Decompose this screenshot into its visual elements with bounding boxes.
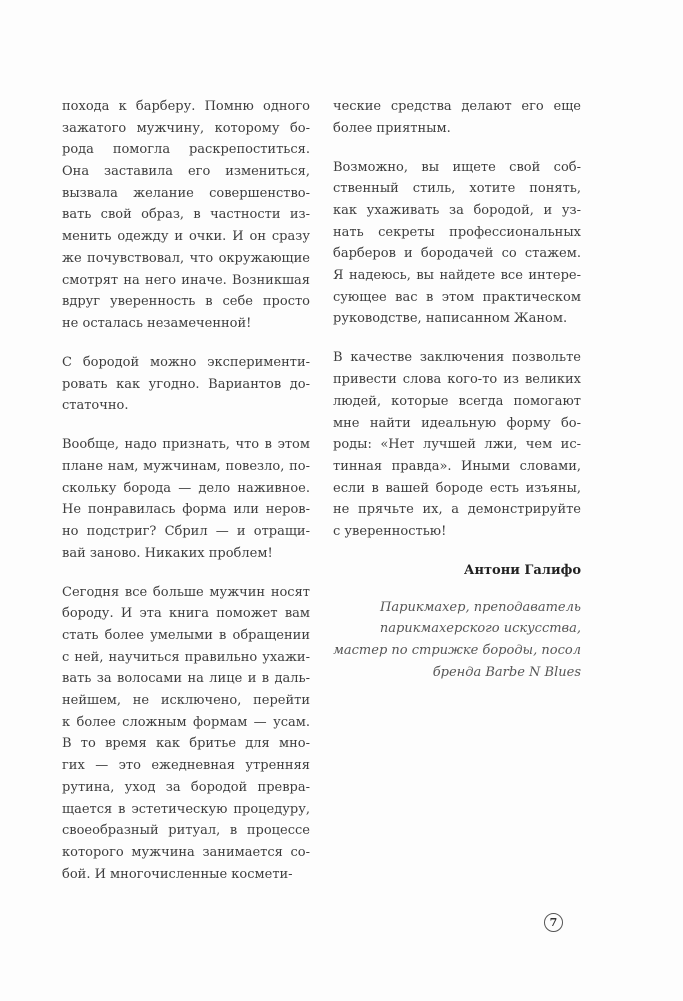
text-line: Сегодня все больше мужчин носят: [62, 584, 310, 600]
text-line: вать свой образ, в частности из-: [62, 207, 310, 223]
text-line: с уверенностью!: [333, 523, 447, 539]
text-line: ственный стиль, хотите понять,: [333, 181, 581, 197]
text-line: вай заново. Никаких проблем!: [62, 545, 273, 561]
author-signature: Антони Галифо: [463, 562, 581, 578]
text-line: Возможно, вы ищете свой соб-: [333, 159, 581, 175]
text-line: вызвала желание совершенство-: [62, 185, 310, 201]
text-line: гих — это ежедневная утренняя: [62, 758, 310, 774]
text-line: нать секреты профессиональных: [333, 224, 581, 240]
text-line: более приятным.: [333, 120, 451, 136]
text-line: сующее вас в этом практическом: [333, 289, 581, 305]
text-line: но подстриг? Сбрил — и отращи-: [62, 523, 310, 539]
text-line: мне найти идеальную форму бо-: [333, 415, 581, 431]
text-line: не прячьте их, а демонстрируйте: [333, 502, 581, 518]
text-line: же почувствовал, что окружающие: [62, 250, 310, 266]
text-line: менить одежду и очки. И он сразу: [62, 229, 310, 245]
text-line: Я надеюсь, вы найдете все интере-: [333, 268, 581, 284]
paragraph: [62, 96, 310, 335]
text-line: статочно.: [62, 398, 129, 414]
paragraph: [333, 347, 581, 542]
text-line: нейшем, не исключено, перейти: [62, 693, 310, 709]
text-line: Она заставила его измениться,: [62, 164, 310, 180]
text-line: Не понравилась форма или неров-: [62, 502, 310, 518]
text-line: ческие средства делают его еще: [333, 99, 581, 114]
text-line: людей, которые всегда помогают: [333, 393, 581, 409]
text-line: С бородой можно эксперименти-: [62, 354, 310, 370]
text-line: щается в эстетическую процедуру,: [62, 801, 310, 817]
paragraph: [62, 352, 310, 417]
paragraph: [333, 96, 581, 139]
paragraph: [333, 157, 581, 331]
text-line: ровать как угодно. Вариантов до-: [62, 376, 310, 392]
text-line: стать более умелыми в обращении: [62, 628, 310, 644]
role-line: мастер по стрижке бороды, посол: [333, 643, 581, 659]
text-line: смотрят на него иначе. Возникшая: [62, 272, 310, 288]
text-line: с ней, научиться правильно ухажи-: [62, 649, 310, 665]
text-line: если в вашей бороде есть изъяны,: [333, 480, 581, 496]
left-column: [62, 96, 310, 903]
role-line: Парикмахер, преподаватель: [380, 599, 581, 615]
text-line: которого мужчина занимается со-: [62, 844, 310, 860]
text-line: вать за волосами на лице и в даль-: [62, 671, 310, 687]
text-line: зажатого мужчину, которому бо-: [62, 120, 310, 136]
text-line: В то время как бритье для мно-: [62, 736, 310, 752]
author-role: [333, 597, 581, 684]
text-line: к более сложным формам — усам.: [62, 714, 310, 730]
text-line: рутина, уход за бородой превра-: [62, 779, 310, 795]
text-line: как ухаживать за бородой, и уз-: [333, 203, 581, 219]
role-line: бренда Barbe N Blues: [432, 664, 581, 680]
text-line: Вообще, надо признать, что в этом: [62, 437, 310, 453]
text-line: тинная правда». Иными словами,: [333, 458, 581, 474]
text-line: барберов и бородачей со стажем.: [333, 246, 581, 262]
text-line: бой. И многочисленные космети-: [62, 866, 293, 882]
text-line: своеобразный ритуал, в процессе: [62, 823, 310, 839]
paragraph: [62, 434, 310, 564]
page-number: 7: [544, 913, 563, 932]
text-line: руководстве, написанном Жаном.: [333, 311, 568, 327]
right-paragraphs: [333, 96, 581, 543]
text-line: роды: «Нет лучшей лжи, чем ис-: [333, 437, 581, 453]
paragraph: [62, 582, 310, 886]
text-line: бороду. И эта книга поможет вам: [62, 606, 310, 622]
text-line: привести слова кого-то из великих: [333, 372, 581, 388]
text-line: плане нам, мужчинам, повезло, по-: [62, 458, 310, 474]
text-line: В качестве заключения позвольте: [333, 350, 581, 366]
text-line: похода к барберу. Помню одного: [62, 99, 310, 114]
text-line: скольку борода — дело наживное.: [62, 480, 310, 496]
text-line: рода помогла раскрепоститься.: [62, 142, 310, 158]
text-line: вдруг уверенность в себе просто: [62, 294, 310, 310]
role-line: парикмахерского искусства,: [379, 621, 581, 637]
right-column: [333, 96, 581, 683]
text-line: не осталась незамеченной!: [62, 315, 252, 331]
